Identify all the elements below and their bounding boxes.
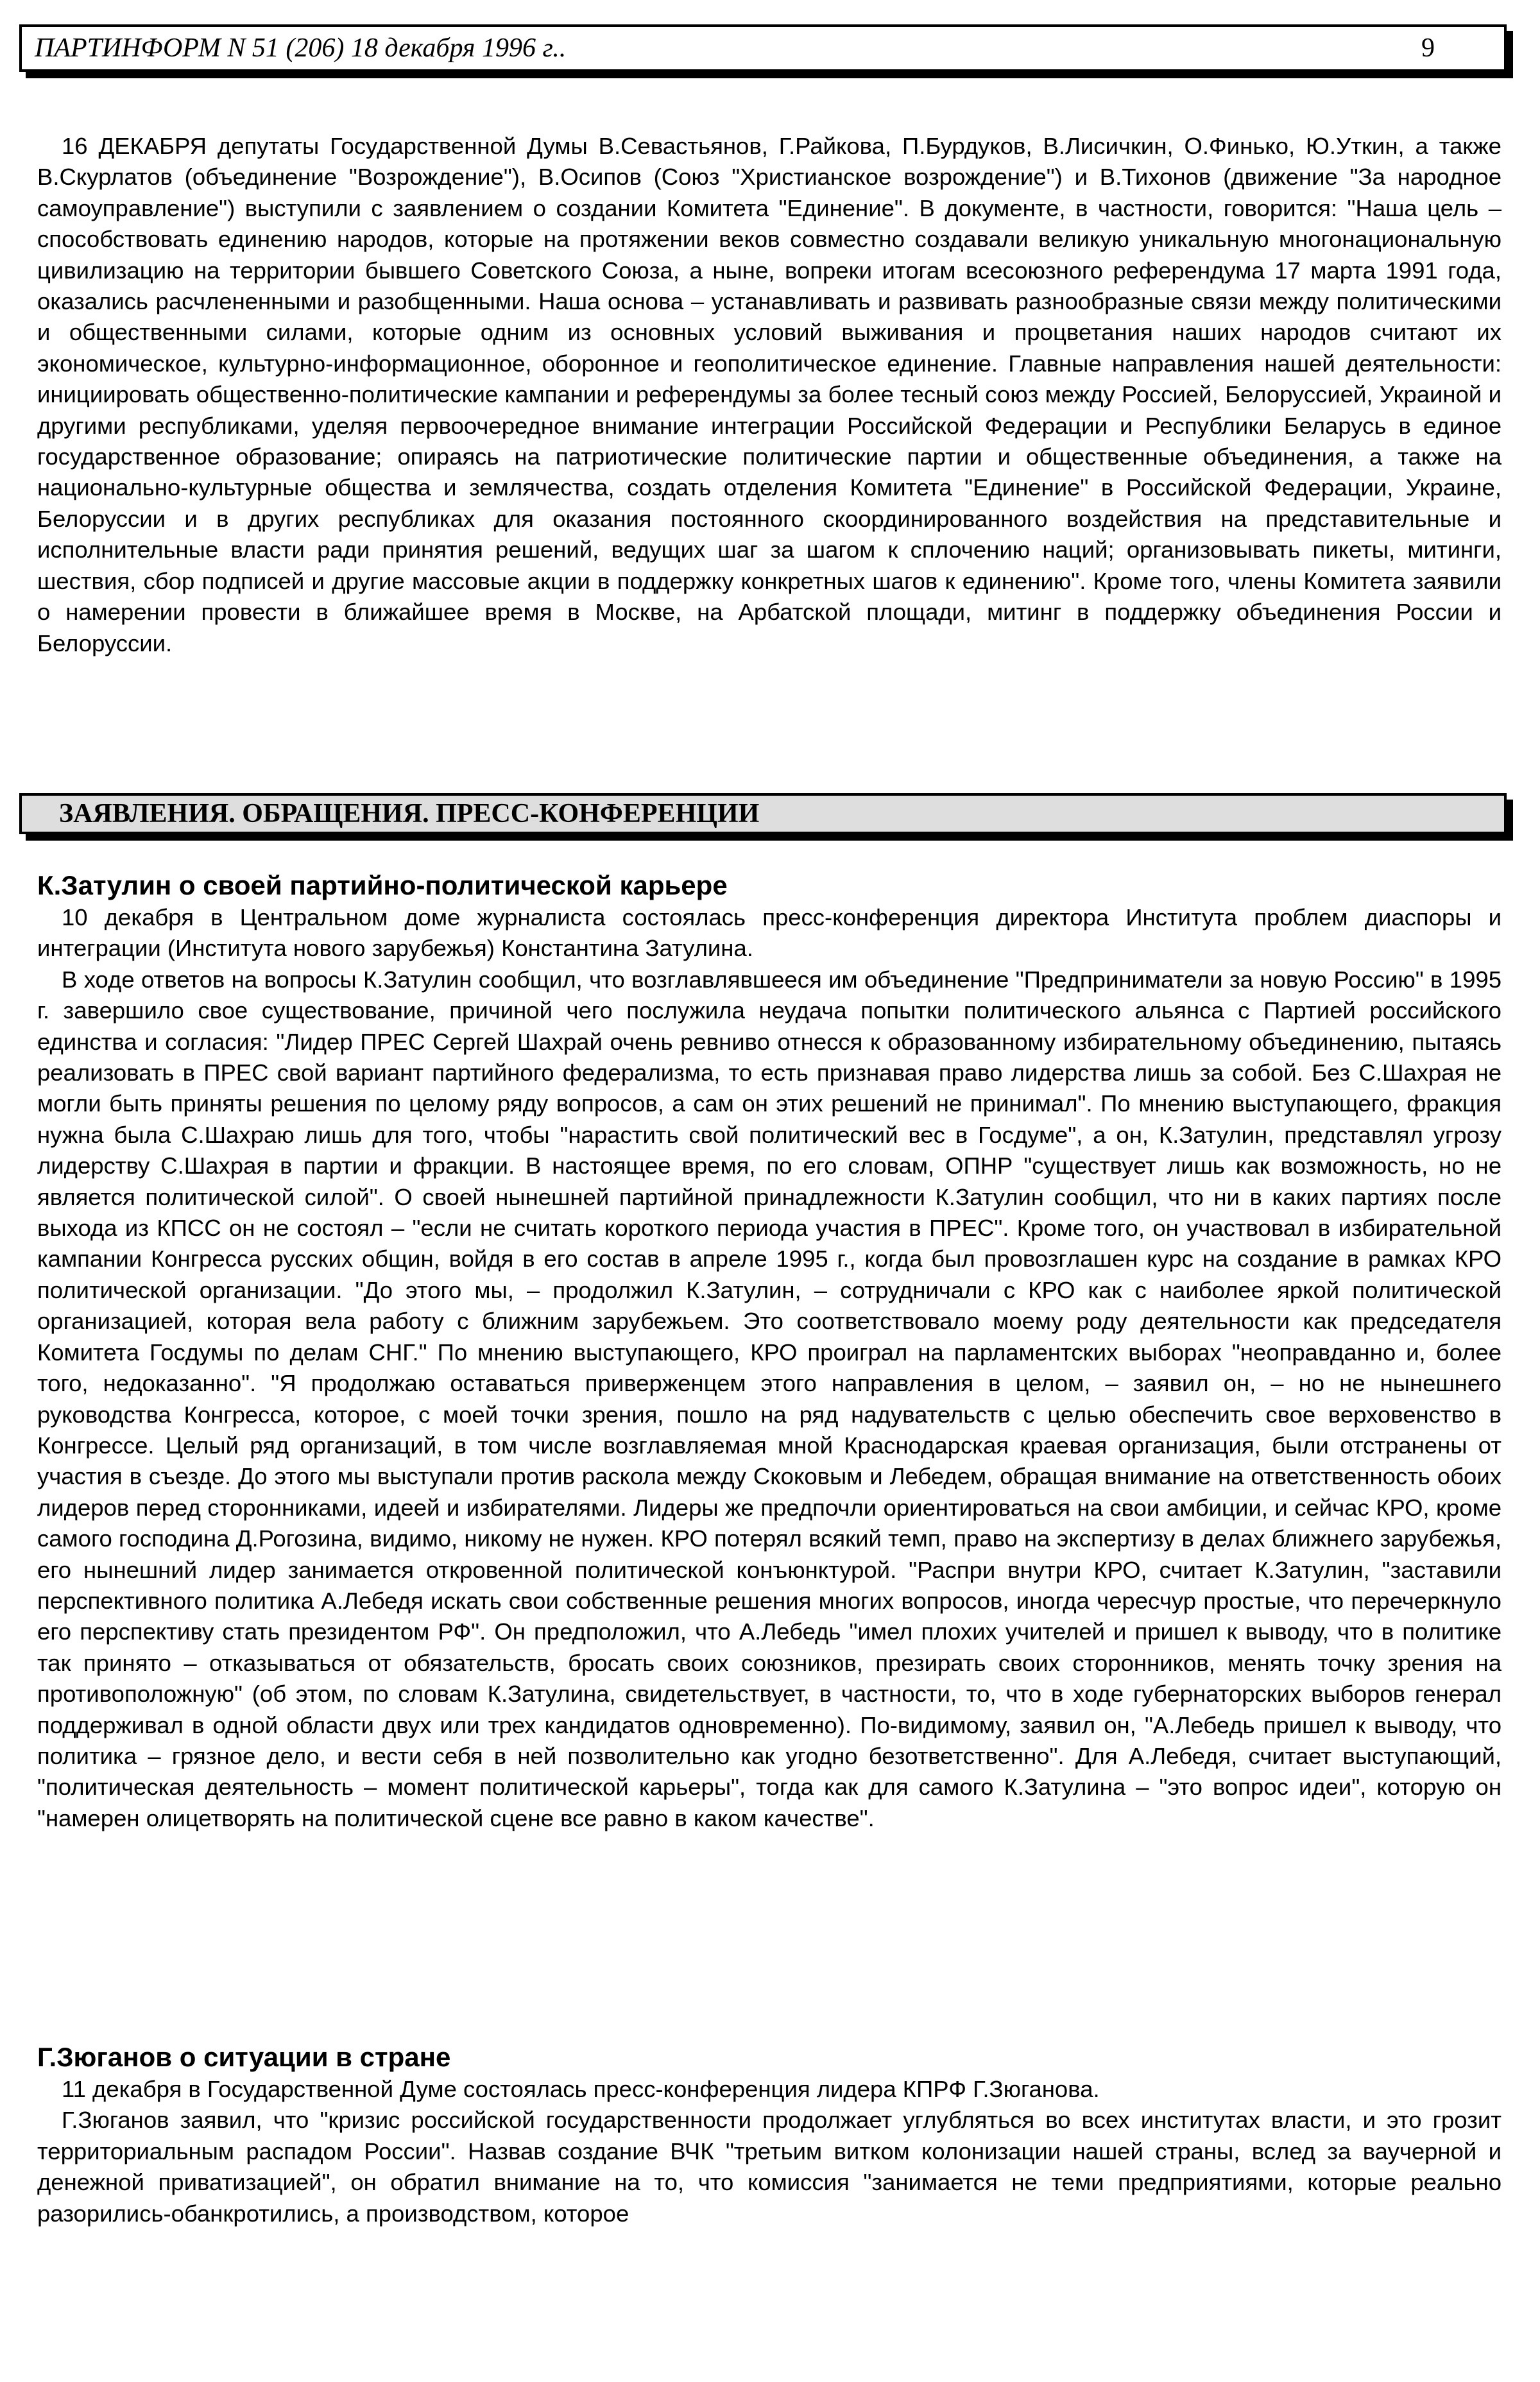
intro-article bbox=[37, 131, 1502, 659]
article-paragraph: 10 декабря в Центральном доме журналиста состоялась пресс-конференция директора Института проблем диаспоры и интеграции (Института нового зарубежья) Константина Затулина. bbox=[37, 904, 1502, 962]
article-headline: К.Затулин о своей партийно-политической карьере bbox=[37, 870, 728, 900]
page-number: 9 bbox=[1421, 33, 1435, 63]
publication-title: ПАРТИНФОРМ N 51 (206) 18 декабря 1996 г.. bbox=[35, 33, 567, 63]
section-title: ЗАЯВЛЕНИЯ. ОБРАЩЕНИЯ. ПРЕСС-КОНФЕРЕНЦИИ bbox=[59, 799, 760, 828]
article-paragraph: В ходе ответов на вопросы К.Затулин сообщил, что возглавлявшееся им объединение "Предприниматели за новую Россию" в 1995 г. завершило свое существование, причиной чего послужила неудача попытки политического альянса с Партией российского единства и согласия: "Лидер ПРЕС Сергей Шахрай очень ревниво отнесся к образованному избирательному объединению, пытаясь реализовать в ПРЕС свой вариант партийного федерализма, то есть признавая право лидерства лишь за собой. Без С.Шахрая не могли быть приняты решения по целому ряду вопросов, а сам он этих решений не принимал". По мнению выступающего, фракция нужна была С.Шахраю лишь для того, чтобы "нарастить свой политический вес в Госдуме", а он, К.Затулин, представлял угрозу лидерству С.Шахрая в партии и фракции. В настоящее время, по его словам, ОПНР "существует лишь как возможность, но не является политической силой". О своей нынешней партийной принадлежности К.Затулин сообщил, что ни в каких партиях после выхода из КПСС он не состоял – "если не считать короткого периода участия в ПРЕС". Кроме того, он участвовал в избирательной кампании Конгресса русских общин, войдя в его состав в апреле 1995 г., когда был провозглашен курс на создание в рамках КРО политической организации. "До этого мы, – продолжил К.Затулин, – сотрудничали с КРО как с наиболее яркой политической организацией, которая вела работу с ближним зарубежьем. Это соответствовало моему роду деятельности как председателя Комитета Госдумы по делам СНГ." По мнению выступающего, КРО проиграл на парламентских выборах "неоправданно и, более того, недоказанно". "Я продолжаю оставаться приверженцем этого направления в целом, – заявил он, – но не нынешнего руководства Конгресса, которое, с моей точки зрения, пошло на ряд надувательств с целью обеспечить свое верховенство в Конгрессе. Целый ряд организаций, в том числе возглавляемая мной Краснодарская краевая организация, были отстранены от участия в съезде. До этого мы выступали против раскола между Скоковым и Лебедем, обращая внимание на ответственность обоих лидеров перед сторонниками, идеей и избирателями. Лидеры же предпочли ориентироваться на свои амбиции, и сейчас КРО, кроме самого господина Д.Рогозина, видимо, никому не нужен. КРО потерял всякий темп, право на экспертизу в делах ближнего зарубежья, его нынешний лидер занимается откровенной политической конъюнктурой. "Распри внутри КРО, считает К.Затулин, "заставили перспективного политика А.Лебедя искать свои собственные решения многих вопросов, иногда чересчур простые, что перечеркнуло его перспективу стать президентом РФ". Он предположил, что А.Лебедь "имел плохих учителей и пришел к выводу, что в политике так принято – отказываться от обязательств, бросать своих союзников, презирать своих сторонников, менять точку зрения на противоположную" (об этом, по словам К.Затулина, свидетельствует, в частности, то, что в ходе губернаторских выборов генерал поддерживал в одной области двух или трех кандидатов одновременно). По-видимому, заявил он, "А.Лебедь пришел к выводу, что политика – грязное дело, и вести себя в ней позволительно как угодно безответственно". Для А.Лебедя, считает выступающий, "политическая деятельность – момент политической карьеры", тогда как для самого К.Затулина – "это вопрос идеи", которую он "намерен олицетворять на политической сцене все равно в каком качестве". bbox=[37, 966, 1502, 1831]
article-headline: Г.Зюганов о ситуации в стране bbox=[37, 2042, 451, 2072]
article-paragraph: 11 декабря в Государственной Думе состоялась пресс-конференция лидера КПРФ Г.Зюганова. bbox=[62, 2076, 1100, 2102]
article-paragraph: 16 ДЕКАБРЯ депутаты Государственной Думы В.Севастьянов, Г.Райкова, П.Бурдуков, В.Лисичкин, О.Финько, Ю.Уткин, а также В.Скурлатов (объединение "Возрождение"), В.Осипов (Союз "Христианское возрождение") и В.Тихонов (движение "За народное самоуправление") выступили с заявлением о создании Комитета "Единение". В документе, в частности, говорится: "Наша цель – способствовать единению народов, которые на протяжении веков совместно создавали великую уникальную многонациональную цивилизацию на территории бывшего Советского Союза, а ныне, вопреки итогам всесоюзного референдума 17 марта 1991 года, оказались расчлененными и разобщенными. Наша основа – устанавливать и развивать разнообразные связи между политическими и общественными силами, которые одним из основных условий выживания и процветания наших народов считают их экономическое, культурно-информационное, оборонное и геополитическое единение. Главные направления нашей деятельности: инициировать общественно-политические кампании и референдумы за более тесный союз между Россией, Белоруссией, Украиной и другими республиками, уделяя первоочередное внимание интеграции Российской Федерации и Республики Беларусь в единое государственное образование; опираясь на патриотические политические партии и общественные объединения, а также на национально-культурные общества и землячества, создать отделения Комитета "Единение" в Российской Федерации, Украине, Белоруссии и в других республиках для оказания постоянного скоординированного воздействия на представительные и исполнительные власти ради принятия решений, ведущих шаг за шагом к сплочению наций; организовывать пикеты, митинги, шествия, сбор подписей и другие массовые акции в поддержку конкретных шагов к единению". Кроме того, члены Комитета заявили о намерении провести в ближайшее время в Москве, на Арбатской площади, митинг в поддержку объединения России и Белоруссии. bbox=[37, 133, 1502, 656]
section-banner bbox=[19, 793, 1507, 834]
article-paragraph: Г.Зюганов заявил, что "кризис российской государственности продолжает углубляться во всех институтах власти, и это грозит территориальным распадом России". Назвав создание ВЧК "третьим витком колонизации нашей страны, вслед за ваучерной и денежной приватизацией", он обратил внимание на то, что комиссия "занимается не теми предприятиями, которые реально разорились-обанкротились, а производством, которое bbox=[37, 2107, 1502, 2227]
article-zatulin bbox=[37, 869, 1502, 1834]
article-zyuganov bbox=[37, 2041, 1502, 2229]
page-header bbox=[19, 24, 1507, 72]
